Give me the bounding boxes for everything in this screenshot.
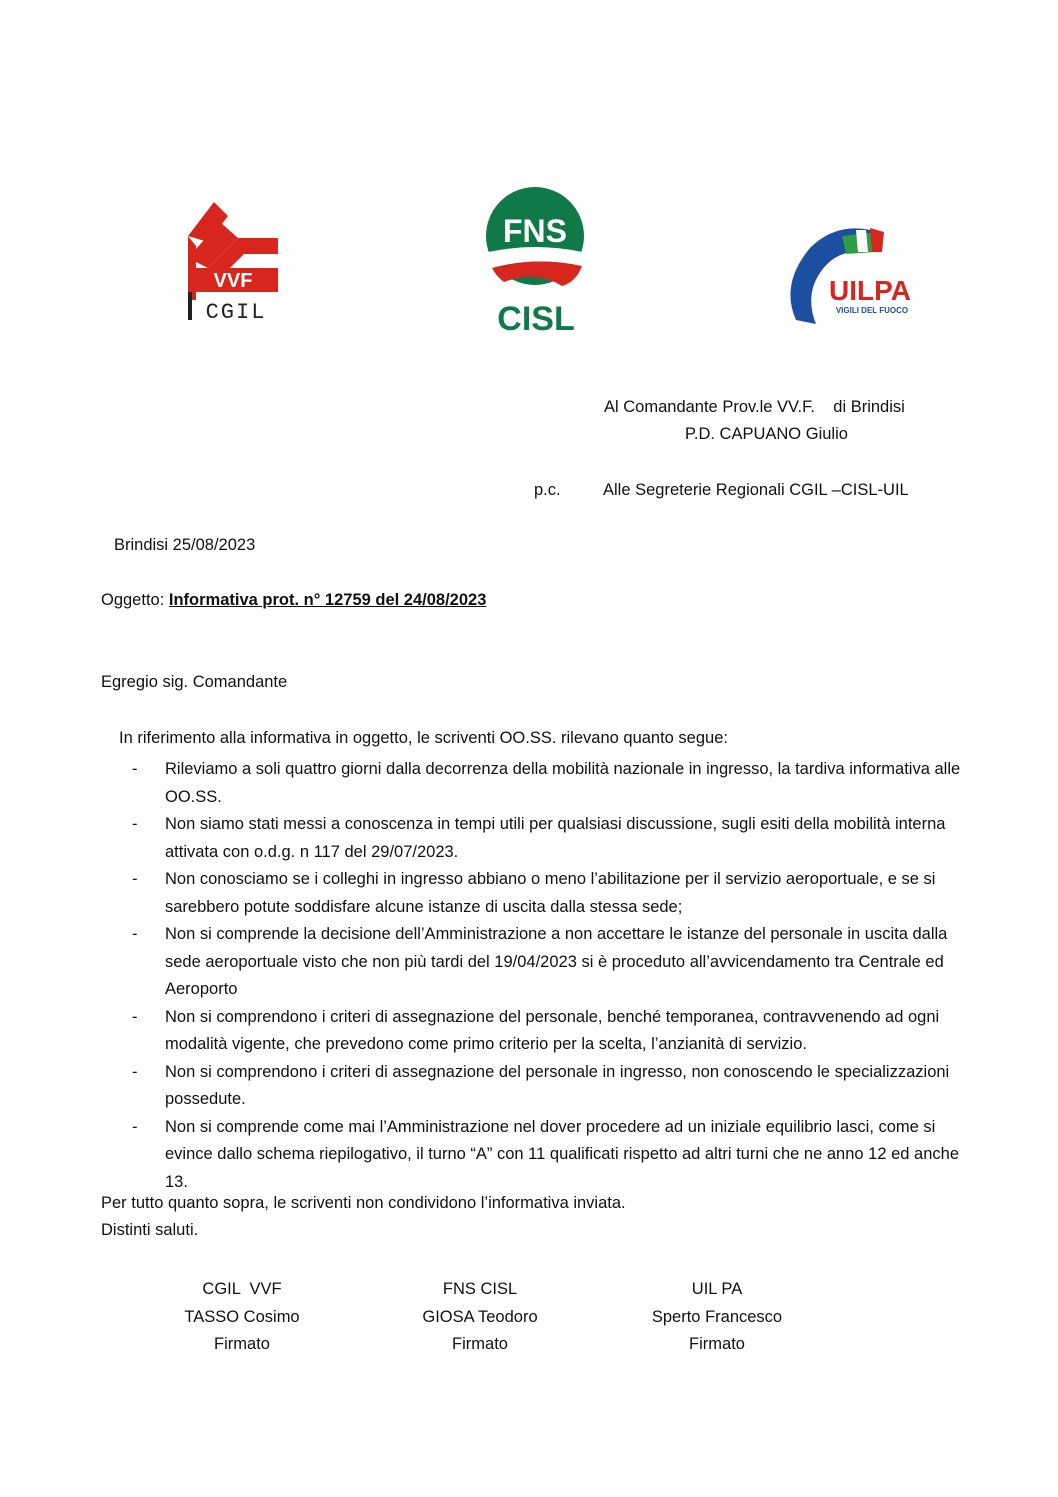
fns-cisl-logo	[484, 186, 588, 334]
signature-fns-cisl	[400, 1276, 560, 1359]
list-dash: -	[132, 1062, 138, 1081]
list-item	[101, 1114, 961, 1197]
signature-status: Firmato	[214, 1335, 270, 1353]
list-item	[101, 921, 961, 1004]
signature-org: UIL PA	[691, 1280, 743, 1298]
list-item	[101, 1059, 961, 1114]
cgil-logo-text: CGIL	[205, 300, 267, 324]
list-dash: -	[132, 760, 138, 778]
list-item-text: Non si comprende la decisione dell’Amministrazione a non accettare le istanze del personale in uscita dalla sede aeroportuale visto che non più tardi del 19/04/2023 si è proceduto all’avvicendamento tra Centrale ed Aeroporto	[165, 925, 948, 998]
closing-paragraph: Per tutto quanto sopra, le scriventi non condividono l’informativa inviata.	[101, 1194, 626, 1212]
list-item-text: Non si comprendono i criteri di assegnazione del personale in ingresso, non conoscendo le specializzazioni possedute.	[165, 1062, 950, 1108]
list-dash: -	[132, 870, 138, 888]
list-item-text: Non conosciamo se i colleghi in ingresso abbiano o meno l’abilitazione per il servizio aeroportuale, e se si sarebbero potute soddisfare alcune istanze di uscita dalla stessa sede;	[165, 870, 936, 916]
subject-line	[101, 591, 486, 610]
recipient-line-2: P.D. CAPUANO Giulio	[685, 425, 848, 443]
list-dash: -	[132, 925, 138, 943]
subject-text: Informativa prot. n° 12759 del 24/08/2023	[168, 591, 487, 609]
cc-label: p.c.	[534, 481, 561, 499]
salutation: Egregio sig. Comandante	[101, 673, 288, 691]
signature-name: TASSO Cosimo	[184, 1307, 300, 1326]
vigili-del-fuoco-text: VIGILI DEL FUOCO	[835, 306, 909, 315]
list-item-text: Non siamo stati messi a conoscenza in tempi utili per qualsiasi discussione, sugli esiti della mobilità interna attivata con o.d.g. n 117 del 29/07/2023.	[165, 815, 946, 861]
signature-status: Firmato	[689, 1335, 745, 1353]
list-item	[101, 756, 961, 811]
list-item	[101, 811, 961, 866]
signature-name: Sperto Francesco	[651, 1307, 783, 1326]
points-list	[101, 756, 961, 1196]
list-item-text: Rileviamo a soli quattro giorni dalla decorrenza della mobilità nazionale in ingresso, la tardiva informativa alle OO.SS.	[165, 760, 961, 806]
cc-text: Alle Segreterie Regionali CGIL –CISL-UIL	[603, 481, 909, 499]
list-dash: -	[132, 815, 138, 833]
recipient-line-1: Al Comandante Prov.le VV.F. di Brindisi	[604, 398, 905, 416]
letter-date: Brindisi 25/08/2023	[114, 536, 256, 554]
vvf-cgil-logo	[184, 196, 282, 324]
vvf-logo-text: VVF	[213, 270, 253, 292]
closing-greeting: Distinti saluti.	[101, 1221, 199, 1239]
cisl-logo-text: CISL	[497, 300, 575, 334]
list-dash: -	[132, 1007, 138, 1026]
subject-label: Oggetto:	[101, 591, 169, 609]
signature-status: Firmato	[452, 1335, 508, 1353]
list-dash: -	[132, 1117, 138, 1136]
signature-org: CGIL VVF	[202, 1280, 282, 1298]
list-item-text: Non si comprendono i criteri di assegnazione del personale, benché temporanea, contravvenendo ad ogni modalità vigente, che prevedono come primo criterio per la scelta, l’anzianità di servizio.	[165, 1007, 940, 1053]
signature-name: GIOSA Teodoro	[422, 1307, 538, 1326]
signature-uil-pa	[632, 1276, 802, 1359]
intro-paragraph: In riferimento alla informativa in oggetto, le scriventi OO.SS. rilevano quanto segue:	[119, 729, 728, 747]
uilpa-logo-text: UILPA	[829, 275, 911, 306]
signature-cgil	[162, 1276, 322, 1359]
list-item-text: Non si comprende come mai l’Amministrazione nel dover procedere ad un iniziale equilibrio lasci, come si evince dallo schema riepilogativo, il turno “A” con 11 qualificati rispetto ad altri turni che ne anno 12 ed anche 13.	[165, 1117, 959, 1191]
signature-org: FNS CISL	[442, 1280, 518, 1298]
list-item	[101, 866, 961, 921]
fns-logo-text: FNS	[503, 213, 567, 249]
uilpa-logo	[786, 224, 918, 334]
list-item	[101, 1004, 961, 1059]
